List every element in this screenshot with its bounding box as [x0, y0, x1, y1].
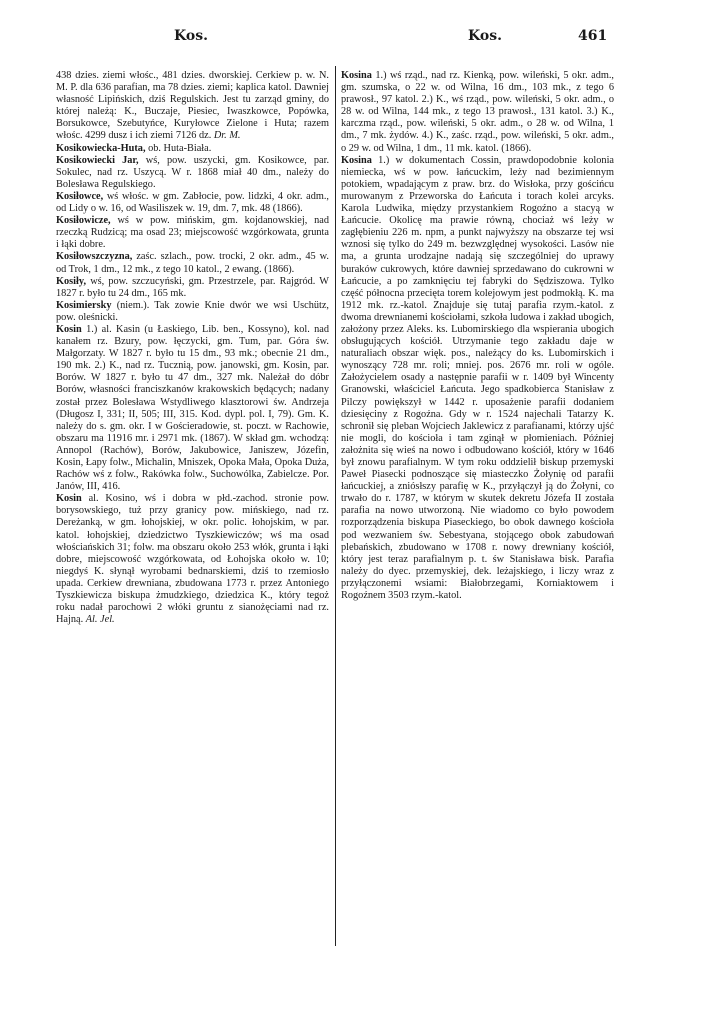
running-head-right: Kos.: [468, 28, 502, 44]
dictionary-entry: [56, 191, 329, 215]
entry-signature: Dr. M.: [213, 130, 241, 142]
entry-text: 1.) w dokumentach Cossin, prawdopodobnie kolonia niemiecka, wś w pow. łańcuckim, leży nad bezimiennym potokiem, wpadającym z praw. brz. do Wisłoka, przy gościńcu murowanym z Przeworska do Łańcuta i torach kolei arcyks. Karola Ludwika, między przystankiem Rogoźno a stacyą w Łańcucie. Okolicę ma prawie równą, chociaż wś leży w zagłębieniu 226 m. npm, a punkt najwyższy na obszarze tej wsi wznosi się tylko do 249 m. bezwzględnej wysokości. Lasów nie ma, a grunta urodzajne nadają się szczególniej do uprawy buraków cukrowych, które dawniej sprzedawano do cukrowni w Łańcucie, a po zamknięciu tej fabryki do Sędziszowa. Tylko część północna przecięta torem kolejowym jest podmokłą. K. ma 1912 mk. rz.-katol. Znajduje się tutaj parafia rzym.-katol. z dwoma drewnianemi kościołami, szkoła ludowa i zakład ubogich, założony przez Aleks. ks. Lubomirskiego dla wspierania ubogich obsługujących kościół. Utrzymanie tego zakładu daje w naturaliach obszar więk. pos., należący do ks. Lubomirskich i wynoszący 728 mr. roli; mniej. pos. 2676 mr. roli w ogóle. Założycielem osady a następnie parafii w r. 1409 był Wincenty Granowski, właściciel Łańcuta. Jego spadkobierca Stanisław z Pilczy powiększył w 1442 r. uposażenie parafii dodaniem dziesięciny z Rogoźna. Gdy w r. 1524 najechali Tatarzy K. schronił się pleban Wojciech Jaklewicz z parafianami, którzy ujść nie mogli, do kościoła i tam zginął w płomieniach. Później założnita się wieś na nowo i odbudowano kościół, który w 1646 był znowu parafialnym. W tym roku oddzielił biskup przemyski Paweł Piasecki podnoszące się miasteczko Żołynię od parafii łańcuckiej, a zniósłszy parafię w K., przyłączył ją do Żołyni, co trwało do r. 1787, w którym w skutek dekretu Józefa II została parafia na nowo utworzoną. Nie wiadomo co było powodem rozporządzenia biskupa Piaseckiego, bo obok dawnego kościoła pod wezwaniem św. Sebestyana, stojącego obok zabudowań plebańskich, zbudowano w 1708 r. nowy drewniany kościół, który jest teraz parafialnym p. t. św Stanisława bisk. Parafia należy do dyec. przemyskiej, dek. leżajskiego, i liczy wraz z przyłączonemi wsiami: Białobrzegami, Korniaktowem i Rogoźnem 3503 rzym.-katol.: [341, 154, 615, 602]
column-divider: [335, 66, 336, 946]
running-head-left: Kos.: [174, 28, 208, 44]
dictionary-entry: [56, 300, 329, 324]
left-column: [56, 70, 329, 626]
entry-text: 1.) al. Kasin (u Łaskiego, Lib. ben., Kossyno), kol. nad kanałem rz. Bzury, pow. łęczycki, gm. Tum, par. Góra św. Małgorzaty. W 1827 r. było tu 15 dm., 93 mk.; obecnie 21 dm., 190 mk. 2.) K., nad rz. Tucznią, pow. janowski, gm. Kosin, par. Borów. W 1827 r. było tu 47 dm., 327 mk. Należał do dóbr Borów, własności franciszkanów krakowskich będących; nadany został przez Bolesława Wstydliwego klasztorowi św. Andrzeja (Długosz I, 331; II, 505; III, 315. Kod. dypl. pol. I, 79). Gm. K. należy do s. gm. okr. I w Gościeradowie, st. poczt. w Rachowie, obszaru ma 11916 mr. i 2971 mk. (1867). W skład gm. wchodzą: Annopol (Rachów), Borów, Jakubowice, Janiszew, Józefin, Kosin, Łapy folw., Michalin, Mniszek, Opoka Mała, Opoka Duża, Rachów wś z folw., Rakówka folw., Suchowólka, Zabielcze. Por. Janów, III, 416.: [56, 323, 330, 493]
dictionary-entry: [56, 324, 329, 493]
dictionary-entry: [56, 276, 329, 300]
entry-text: wś w pow. mińskim, gm. kojdanowskiej, nad rzeczką Rudzicą; ma osad 23; miejscowość wzgórkowata, grunta i łąki dobre.: [56, 215, 329, 251]
page-number: 461: [578, 28, 608, 44]
entry-text: al. Kosino, wś i dobra w płd.-zachod. stronie pow. borysowskiego, tuż przy granicy pow. mińskiego, nad rz. Dereżanką, w gm. łohojskiej, w okr. polic. łohojskim, w par. katol. łohojskiej, dziedzictwo Tyszkiewiczów; wś ma osad włościańskich 31; folw. ma obszaru około 253 włók, grunta i łąki dobre, miejscowość wzgórkowata, od Łohojska około w. 10; niegdyś K. słynął wyrobami bednarskiemi, dziś to rzemiosło upada. Cerkiew drewniana, zbudowana 1773 r. przez Antoniego Tyszkiewicza biskupa żmudzkiego, dziedzica K., który tegoż roku nadał parochowi 2 włóki gruntu z sianożęciami nad rz. Hajną.: [56, 493, 329, 626]
entry-headword: Kosiły,: [56, 275, 87, 287]
entry-headword: Kosina: [341, 70, 372, 81]
dictionary-entry: [56, 493, 329, 626]
entry-headword: Kosikowiecki Jar,: [56, 154, 139, 166]
dictionary-entry: [341, 155, 614, 602]
entry-headword: Kosiłowce,: [56, 190, 104, 202]
entry-signature: Al. Jel.: [85, 614, 115, 626]
dictionary-entry: [341, 70, 614, 155]
dictionary-entry: [56, 155, 329, 191]
entry-headword: Kosimiersky: [56, 299, 112, 311]
entry-headword: Kosiłowszczyzna,: [56, 251, 133, 263]
entry-headword: Kosin: [56, 323, 82, 335]
dictionary-entry: [56, 251, 329, 275]
entry-headword: Kosina: [341, 154, 372, 166]
dictionary-entry: [56, 143, 329, 155]
entry-text: wś włośc. w gm. Zabłocie, pow. lidzki, 4 okr. adm., od Lidy o w. 16, od Wasiliszek w. 19, dm. 7, mk. 48 (1866).: [56, 190, 330, 215]
dictionary-entry: [56, 215, 329, 251]
entry-text: zaśc. szlach., pow. trocki, 2 okr. adm., 45 w. od Trok, 1 dm., 12 mk., z tego 10 katol., 2 ewang. (1866).: [56, 251, 329, 275]
entry-headword: Kosiłowicze,: [56, 215, 111, 227]
entry-text: wś, pow. szczucyński, gm. Przestrzele, par. Rajgród. W 1827 r. było tu 24 dm., 165 mk.: [56, 275, 330, 299]
entry-headword: Kosin: [56, 493, 82, 505]
right-column: [341, 70, 614, 602]
dictionary-entry: [56, 70, 329, 143]
entry-text: ob. Huta-Biała.: [148, 142, 212, 154]
entry-text: 1.) wś rząd., nad rz. Kienką, pow. wileński, 5 okr. adm., gm. szumska, o 22 w. od Wilna, 16 dm., 103 mk., z tego 6 prawosł., 97 katol. 2.) K., wś rząd., pow. wileński, 5 okr. adm., o 28 w. od Wilna, 144 mk., z tego 13 prawosł., 131 katol. 3.) K., karczma rząd., pow. wileński, 5 okr. adm., o 28 w. od Wilna, 1 dm., 7 mk. żydów. 4.) K., zaśc. rząd., pow. wileński, 5 okr. adm., o 29 w. od Wilna, 1 dm., 11 mk. katol. (1866).: [341, 70, 614, 154]
entry-text: (niem.). Tak zowie Knie dwór we wsi Uschütz, pow. oleśnicki.: [56, 299, 330, 323]
entry-text: 438 dzies. ziemi włośc., 481 dzies. dworskiej. Cerkiew p. w. N. M. P. dla 636 parafian, ma 78 dzies. ziemi; kaplica katol. Dawniej własność Lipińskich, dziś Regulskich. Jest tu zarząd gminy, do której należą: K., Buczaje, Piesiec, Iwaszkowce, Popówka, Borsukowce, Szebutyńce, Kuryłowce Zielone i Huta; razem włośc. 4299 dusz i ich ziemi 7126 dz.: [56, 70, 329, 142]
entry-headword: Kosikowiecka-Huta,: [56, 142, 146, 154]
page-header: [54, 28, 614, 52]
entry-text: wś, pow. uszycki, gm. Kosikowce, par. Sokulec, nad rz. Uszycą. W r. 1868 miał 40 dm., należy do Bolesława Regulskiego.: [56, 154, 330, 190]
